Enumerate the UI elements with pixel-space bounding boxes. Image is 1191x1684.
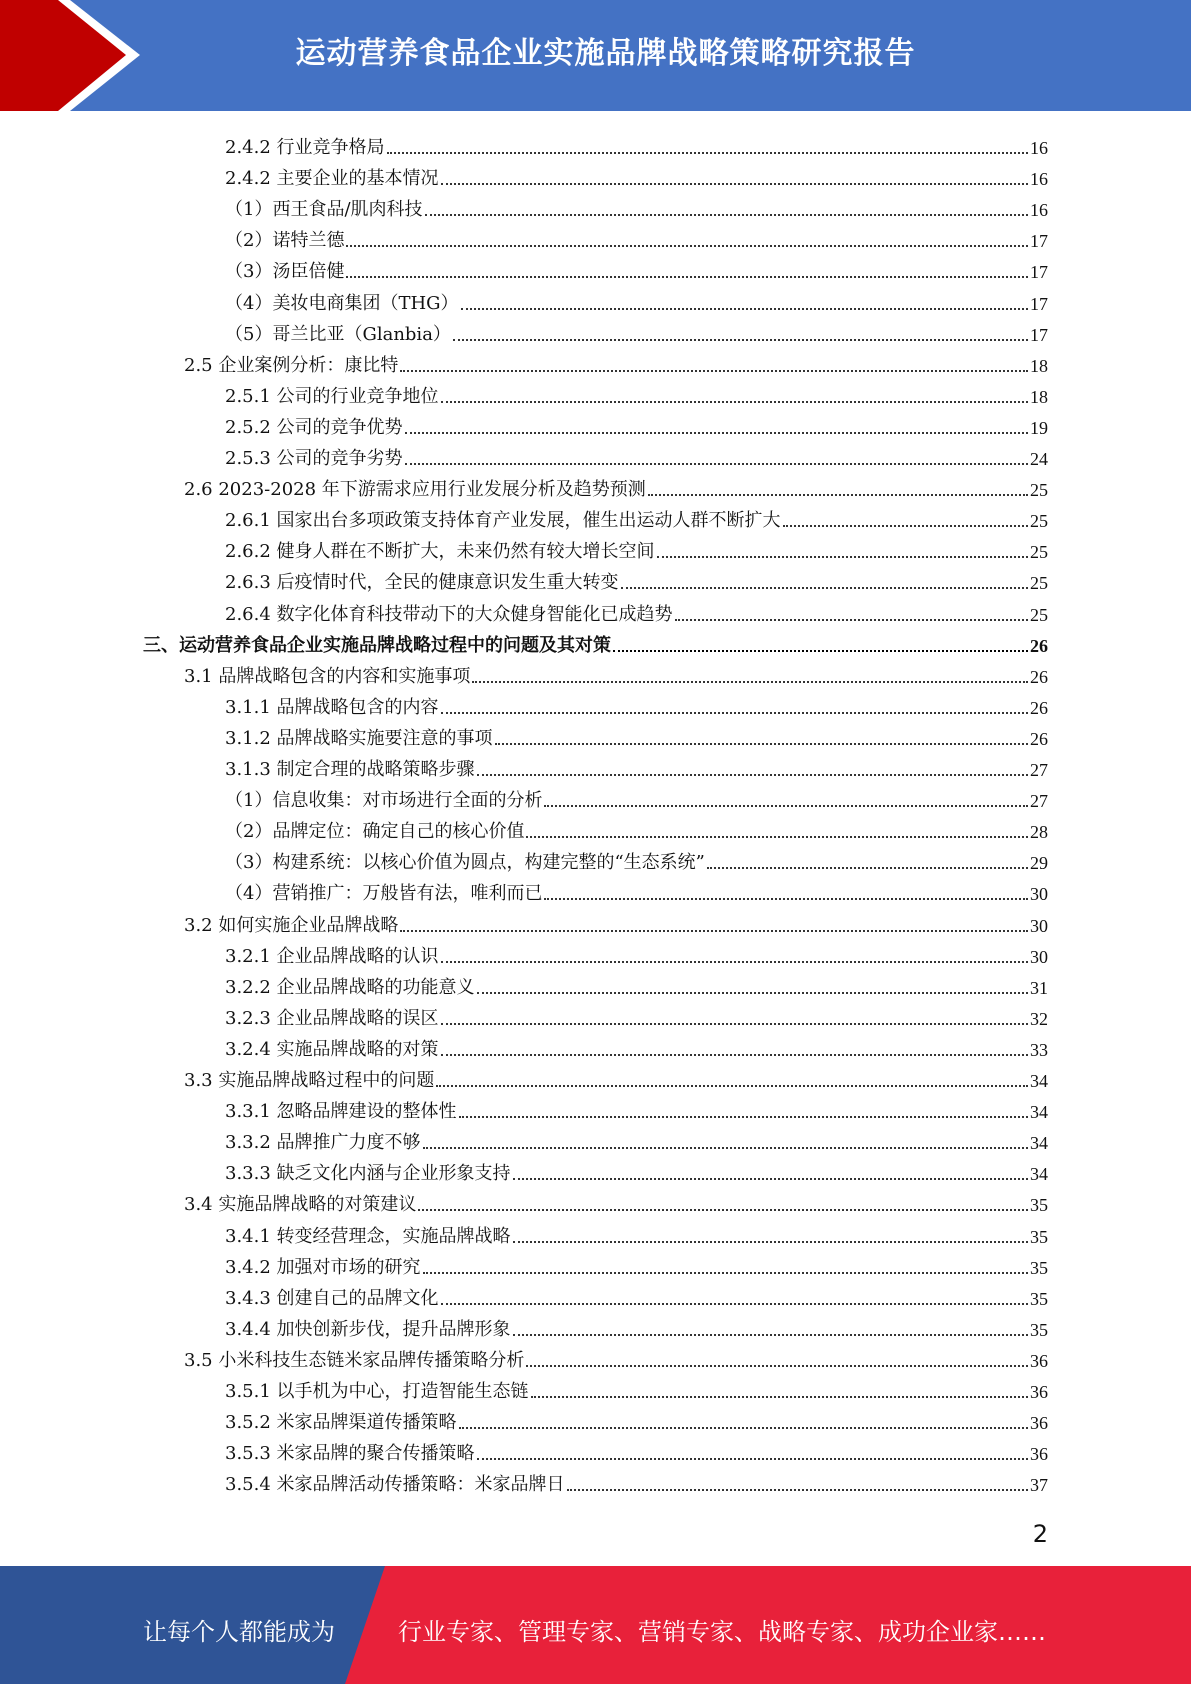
- toc-entry-page: 35: [1030, 1288, 1048, 1309]
- toc-dot-leader: [441, 712, 1028, 714]
- toc-entry-page: 25: [1030, 511, 1048, 532]
- toc-entry-label: 3.3.2 品牌推广力度不够: [225, 1132, 421, 1154]
- toc-entry-label: 3.1.3 制定合理的战略策略步骤: [225, 759, 475, 780]
- toc-entry[interactable]: [184, 1340, 1048, 1371]
- toc-entry-page: 18: [1030, 355, 1048, 376]
- toc-entry-page: 25: [1030, 480, 1048, 501]
- toc-entry[interactable]: [225, 1433, 1048, 1464]
- toc-dot-leader: [387, 152, 1028, 154]
- toc-entry-label: （3）构建系统：以核心价值为圆点，构建完整的“生态系统”: [225, 852, 705, 874]
- toc-entry[interactable]: [225, 1464, 1048, 1495]
- toc-dot-leader: [513, 1178, 1028, 1180]
- toc-entry-page: 36: [1030, 1413, 1048, 1434]
- toc-entry-page: 34: [1030, 1102, 1048, 1123]
- toc-entry[interactable]: [225, 1029, 1048, 1060]
- toc-entry-label: 3.2.3 企业品牌战略的误区: [225, 1007, 439, 1029]
- toc-dot-leader: [495, 743, 1028, 745]
- toc-entry-label: 3.3 实施品牌战略过程中的问题: [184, 1070, 435, 1091]
- toc-dot-leader: [472, 681, 1028, 683]
- toc-dot-leader: [526, 836, 1028, 838]
- report-footer: [0, 1566, 1191, 1684]
- footer-slogan-left: 让每个人都能成为: [143, 1618, 335, 1646]
- toc-dot-leader: [544, 805, 1028, 807]
- toc-entry-page: 17: [1030, 324, 1048, 345]
- toc-entry-label: 3.5.1 以手机为中心，打造智能生态链: [225, 1381, 529, 1402]
- toc-entry[interactable]: [225, 1309, 1048, 1340]
- toc-dot-leader: [418, 1209, 1028, 1211]
- toc-dot-leader: [613, 650, 1028, 652]
- toc-entry-page: 27: [1030, 760, 1048, 780]
- toc-entry-page: 34: [1030, 1164, 1048, 1185]
- toc-entry[interactable]: [225, 1216, 1048, 1247]
- toc-dot-leader: [441, 1054, 1028, 1056]
- toc-entry-label: （4）营销推广：万般皆有法，唯利而已: [225, 883, 543, 905]
- toc-entry[interactable]: [225, 438, 1048, 469]
- toc-entry-page: 25: [1030, 604, 1048, 625]
- toc-dot-leader: [400, 930, 1028, 932]
- toc-entry-page: 18: [1030, 386, 1048, 407]
- toc-entry-page: 16: [1030, 200, 1048, 221]
- toc-entry[interactable]: [225, 687, 1048, 718]
- toc-entry[interactable]: [143, 625, 1048, 656]
- toc-entry[interactable]: [225, 314, 1048, 345]
- toc-entry-page: 26: [1030, 666, 1048, 687]
- toc-entry-label: 2.6 2023-2028 年下游需求应用行业发展分析及趋势预测: [184, 479, 646, 501]
- toc-entry-label: 2.5 企业案例分析：康比特: [184, 354, 399, 376]
- toc-entry-label: 2.5.1 公司的行业竞争地位: [225, 385, 439, 407]
- toc-entry-page: 25: [1030, 542, 1048, 563]
- toc-dot-leader: [436, 1085, 1028, 1087]
- toc-entry-page: 30: [1030, 884, 1048, 905]
- toc-entry-page: 34: [1030, 1133, 1048, 1154]
- toc-entry-label: 3.4.1 转变经营理念，实施品牌战略: [225, 1225, 511, 1247]
- toc-entry-page: 17: [1030, 231, 1048, 252]
- toc-entry-page: 24: [1030, 449, 1048, 469]
- toc-entry-page: 17: [1030, 293, 1048, 314]
- toc-entry[interactable]: [225, 500, 1048, 531]
- toc-dot-leader: [621, 587, 1028, 589]
- toc-dot-leader: [513, 1241, 1028, 1243]
- toc-entry[interactable]: [225, 873, 1048, 904]
- toc-entry-page: 30: [1030, 946, 1048, 967]
- toc-dot-leader: [423, 1272, 1028, 1274]
- toc-entry-page: 26: [1030, 635, 1048, 656]
- toc-entry[interactable]: [225, 531, 1048, 562]
- toc-entry-page: 27: [1030, 791, 1048, 812]
- toc-entry[interactable]: [184, 656, 1048, 687]
- toc-entry[interactable]: [225, 158, 1048, 189]
- toc-entry-label: （3）汤臣倍健: [225, 261, 345, 283]
- toc-entry-label: 2.5.2 公司的竞争优势: [225, 416, 403, 438]
- toc-entry-label: 3.4.4 加快创新步伐，提升品牌形象: [225, 1318, 511, 1340]
- toc-entry[interactable]: [225, 594, 1048, 625]
- toc-dot-leader: [675, 619, 1028, 621]
- toc-dot-leader: [453, 339, 1028, 341]
- toc-dot-leader: [531, 1396, 1028, 1398]
- toc-entry-page: 29: [1030, 853, 1048, 874]
- toc-dot-leader: [477, 774, 1028, 776]
- toc-entry-page: 17: [1030, 262, 1048, 283]
- toc-entry-page: 25: [1030, 573, 1048, 594]
- toc-entry[interactable]: [225, 407, 1048, 438]
- toc-entry-label: 3.2.4 实施品牌战略的对策: [225, 1038, 439, 1060]
- toc-dot-leader: [400, 370, 1028, 372]
- toc-entry[interactable]: [225, 936, 1048, 967]
- toc-entry[interactable]: [225, 283, 1048, 314]
- toc-entry-page: 26: [1030, 728, 1048, 749]
- toc-entry-label: （4）美妆电商集团（THG）: [225, 292, 459, 314]
- toc-entry[interactable]: [184, 1060, 1048, 1091]
- toc-entry-label: 2.6.2 健身人群在不断扩大，未来仍然有较大增长空间: [225, 541, 655, 563]
- toc-entry-label: 3.4.3 创建自己的品牌文化: [225, 1287, 439, 1309]
- toc-entry-label: 2.6.4 数字化体育科技带动下的大众健身智能化已成趋势: [225, 603, 673, 625]
- toc-entry[interactable]: [225, 251, 1048, 282]
- toc-entry-label: 2.6.3 后疫情时代，全民的健康意识发生重大转变: [225, 572, 619, 594]
- toc-entry-label: 3.1.2 品牌战略实施要注意的事项: [225, 727, 493, 749]
- toc-entry-page: 37: [1030, 1475, 1048, 1496]
- toc-entry-label: 3.3.1 忽略品牌建设的整体性: [225, 1101, 457, 1123]
- toc-entry[interactable]: [184, 469, 1048, 500]
- toc-entry-page: 35: [1030, 1195, 1048, 1216]
- toc-entry-label: 3.5.3 米家品牌的聚合传播策略: [225, 1443, 475, 1465]
- toc-entry-label: （1）信息收集：对市场进行全面的分析: [225, 790, 543, 812]
- toc-entry-page: 36: [1030, 1350, 1048, 1371]
- report-title: 运动营养食品企业实施品牌战略策略研究报告: [295, 36, 916, 71]
- toc-dot-leader: [648, 494, 1028, 496]
- toc-entry[interactable]: [225, 1122, 1048, 1153]
- page-number: 2: [1032, 1520, 1048, 1548]
- toc-entry-label: 2.6.1 国家出台多项政策支持体育产业发展，催生出运动人群不断扩大: [225, 510, 781, 532]
- toc-entry[interactable]: [225, 1371, 1048, 1402]
- toc-entry[interactable]: [225, 780, 1048, 811]
- toc-entry[interactable]: [225, 811, 1048, 842]
- toc-dot-leader: [567, 1489, 1028, 1491]
- toc-entry-label: 2.4.2 主要企业的基本情况: [225, 168, 439, 190]
- toc-entry-label: 3.5.4 米家品牌活动传播策略：米家品牌日: [225, 1474, 565, 1496]
- toc-dot-leader: [425, 214, 1028, 216]
- toc-entry-page: 19: [1030, 417, 1048, 438]
- toc-entry-page: 33: [1030, 1039, 1048, 1060]
- toc-entry-page: 26: [1030, 697, 1048, 718]
- toc-entry-page: 36: [1030, 1444, 1048, 1465]
- toc-entry-page: 35: [1030, 1319, 1048, 1340]
- toc-entry[interactable]: [225, 718, 1048, 749]
- toc-dot-leader: [461, 308, 1028, 310]
- toc-entry-page: 34: [1030, 1071, 1048, 1091]
- toc-entry[interactable]: [225, 562, 1048, 593]
- toc-entry[interactable]: [225, 842, 1048, 873]
- toc-dot-leader: [459, 1116, 1028, 1118]
- toc-entry[interactable]: [225, 1278, 1048, 1309]
- toc-dot-leader: [441, 401, 1028, 403]
- toc-entry-label: 3.3.3 缺乏文化内涵与企业形象支持: [225, 1163, 511, 1185]
- toc-entry[interactable]: [225, 998, 1048, 1029]
- toc-dot-leader: [423, 1147, 1028, 1149]
- toc-dot-leader: [477, 1458, 1028, 1460]
- toc-dot-leader: [459, 1427, 1028, 1429]
- toc-entry-page: 32: [1030, 1008, 1048, 1029]
- toc-dot-leader: [346, 245, 1028, 247]
- toc-dot-leader: [783, 525, 1028, 527]
- toc-entry-label: 3.4.2 加强对市场的研究: [225, 1256, 421, 1278]
- toc-entry-label: 2.5.3 公司的竞争劣势: [225, 448, 403, 469]
- toc-dot-leader: [526, 1365, 1028, 1367]
- toc-entry-page: 35: [1030, 1257, 1048, 1278]
- toc-entry-label: （1）西王食品/肌肉科技: [225, 199, 423, 221]
- toc-entry[interactable]: [184, 1184, 1048, 1215]
- toc-entry-page: 28: [1030, 822, 1048, 843]
- toc-dot-leader: [441, 183, 1028, 185]
- toc-entry[interactable]: [184, 905, 1048, 936]
- toc-entry-page: 16: [1030, 138, 1048, 158]
- toc-entry-label: （5）哥兰比亚（Glanbia）: [225, 323, 451, 345]
- toc-entry[interactable]: [225, 1247, 1048, 1278]
- toc-entry-label: （2）诺特兰德: [225, 230, 345, 252]
- toc-dot-leader: [346, 276, 1028, 278]
- toc-entry[interactable]: [225, 127, 1048, 158]
- toc-entry-page: 35: [1030, 1226, 1048, 1247]
- toc-entry[interactable]: [225, 749, 1048, 780]
- toc-entry-label: 3.2 如何实施企业品牌战略: [184, 914, 399, 936]
- toc-entry-label: 3.1 品牌战略包含的内容和实施事项: [184, 665, 471, 687]
- toc-entry[interactable]: [225, 189, 1048, 220]
- report-header: [0, 0, 1191, 111]
- toc-entry[interactable]: [225, 220, 1048, 251]
- toc-dot-leader: [441, 1023, 1028, 1025]
- footer-slogan-right: 行业专家、管理专家、营销专家、战略专家、成功企业家……: [398, 1618, 1046, 1646]
- toc-dot-leader: [657, 556, 1028, 558]
- toc-entry-page: 36: [1030, 1382, 1048, 1402]
- toc-dot-leader: [441, 1303, 1028, 1305]
- toc-dot-leader: [544, 898, 1028, 900]
- toc-dot-leader: [441, 961, 1028, 963]
- toc-entry-label: 三、运动营养食品企业实施品牌战略过程中的问题及其对策: [143, 634, 611, 656]
- toc-dot-leader: [707, 867, 1028, 869]
- toc-dot-leader: [405, 432, 1028, 434]
- toc-entry-label: 3.5.2 米家品牌渠道传播策略: [225, 1412, 457, 1434]
- toc-entry-label: （2）品牌定位：确定自己的核心价值: [225, 821, 525, 843]
- toc-entry-label: 3.2.2 企业品牌战略的功能意义: [225, 976, 475, 998]
- toc-entry[interactable]: [225, 967, 1048, 998]
- toc-dot-leader: [477, 992, 1028, 994]
- toc-entry[interactable]: [184, 345, 1048, 376]
- toc-entry-page: 30: [1030, 915, 1048, 936]
- toc-entry[interactable]: [225, 376, 1048, 407]
- toc-dot-leader: [405, 463, 1028, 465]
- toc-entry-page: 31: [1030, 977, 1048, 998]
- toc-entry-label: 3.5 小米科技生态链米家品牌传播策略分析: [184, 1349, 525, 1371]
- toc-entry[interactable]: [225, 1091, 1048, 1122]
- toc-entry-page: 16: [1030, 169, 1048, 190]
- toc-entry-label: 3.2.1 企业品牌战略的认识: [225, 945, 439, 967]
- toc-entry-label: 2.4.2 行业竞争格局: [225, 137, 385, 158]
- toc-entry[interactable]: [225, 1402, 1048, 1433]
- toc-entry-label: 3.1.1 品牌战略包含的内容: [225, 696, 439, 718]
- toc-entry-label: 3.4 实施品牌战略的对策建议: [184, 1194, 417, 1216]
- toc-dot-leader: [513, 1334, 1028, 1336]
- toc-entry[interactable]: [225, 1153, 1048, 1184]
